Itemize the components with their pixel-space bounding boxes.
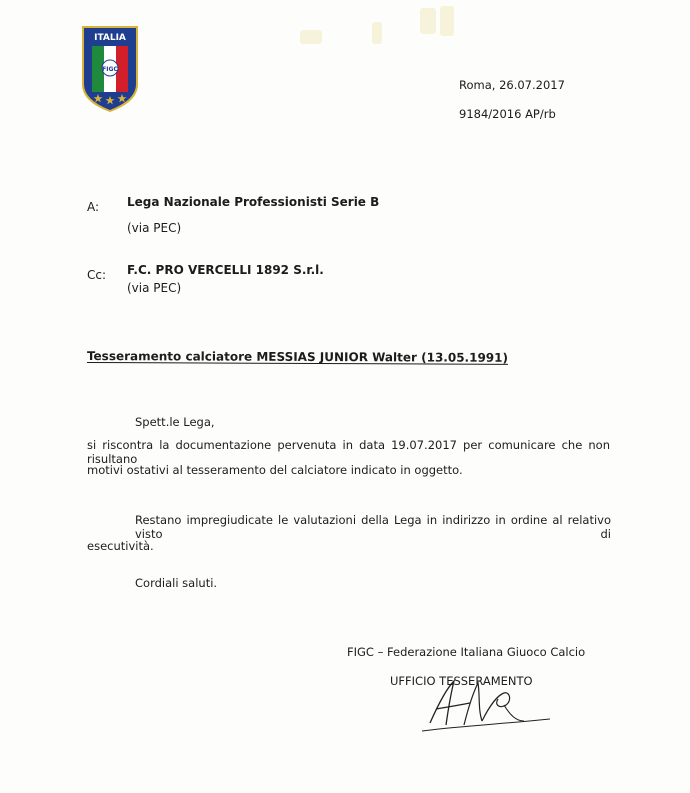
crest-initials: FIGC bbox=[102, 66, 118, 73]
cc-via: (via PEC) bbox=[127, 281, 182, 295]
place-date: Roma, 26.07.2017 bbox=[459, 78, 565, 92]
figc-crest-logo bbox=[80, 24, 140, 112]
handwritten-signature bbox=[420, 675, 560, 735]
scan-artifact bbox=[440, 6, 454, 36]
closing: Cordiali saluti. bbox=[135, 576, 218, 590]
paragraph-2-line-1: Restano impregiudicate le valutazioni della Lega in indirizzo in ordine al relativo visto di bbox=[135, 513, 611, 541]
protocol-number: 9184/2016 AP/rb bbox=[459, 107, 556, 121]
scan-artifact bbox=[420, 8, 436, 34]
to-recipient: Lega Nazionale Professionisti Serie B bbox=[127, 195, 380, 209]
scan-artifact bbox=[372, 22, 382, 44]
paragraph-1-line-2: motivi ostativi al tesseramento del calciatore indicato in oggetto. bbox=[87, 463, 463, 477]
cc-recipient: F.C. PRO VERCELLI 1892 S.r.l. bbox=[127, 263, 324, 277]
salutation: Spett.le Lega, bbox=[135, 415, 215, 429]
organization-name: FIGC – Federazione Italiana Giuoco Calcio bbox=[347, 645, 586, 659]
subject-line: Tesseramento calciatore MESSIAS JUNIOR Walter (13.05.1991) bbox=[86, 349, 509, 365]
paragraph-1-line-1: si riscontra la documentazione pervenuta in data 19.07.2017 per comunicare che non risultano bbox=[87, 438, 610, 466]
cc-label: Cc: bbox=[87, 268, 107, 282]
scan-artifact bbox=[300, 30, 322, 44]
to-via: (via PEC) bbox=[127, 221, 182, 235]
to-label: A: bbox=[87, 200, 100, 214]
paragraph-2-line-2: esecutività. bbox=[87, 539, 154, 553]
office-name: UFFICIO TESSERAMENTO bbox=[390, 674, 533, 688]
crest-title: ITALIA bbox=[94, 33, 126, 43]
